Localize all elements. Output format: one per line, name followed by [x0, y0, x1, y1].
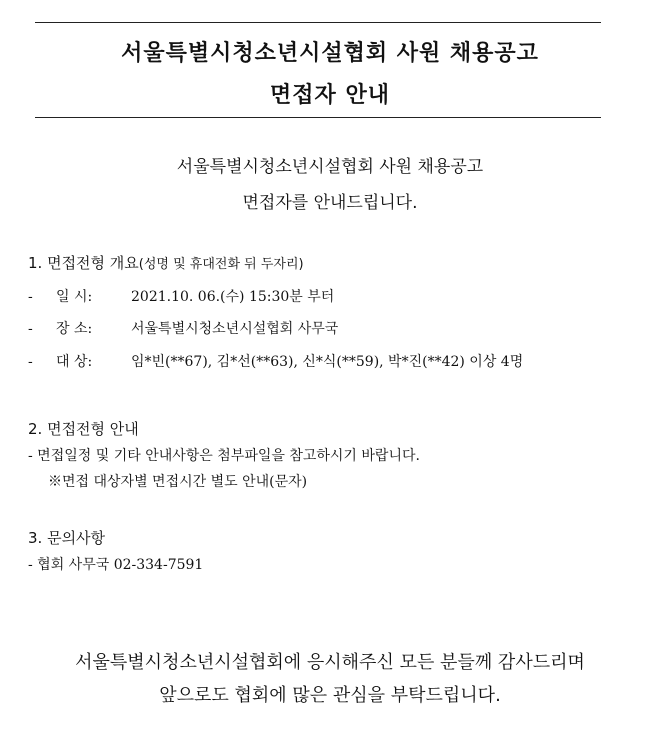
- section-3-heading: 3. 문의사항: [28, 529, 106, 547]
- bullet-dash: -: [28, 289, 33, 305]
- intro-line-1: 서울특별시청소년시설협회 사원 채용공고: [176, 157, 484, 177]
- contact-line: - 협회 사무국 02-334-7591: [28, 557, 204, 573]
- place-value: 서울특별시청소년시설협회 사무국: [131, 321, 339, 337]
- schedule-place-row: [28, 318, 338, 338]
- target-label: 대 상:: [56, 354, 93, 370]
- schedule-date-row: [28, 286, 334, 306]
- section-1-heading: [28, 252, 304, 273]
- section-2-line-1: - 면접일정 및 기타 안내사항은 첨부파일을 참고하시기 바랍니다.: [28, 448, 420, 464]
- date-value: 2021.10. 06.(수) 15:30분 부터: [131, 289, 335, 305]
- section-2-heading: 2. 면접전형 안내: [28, 420, 139, 438]
- schedule-target-row: [28, 351, 523, 371]
- bullet-dash: -: [28, 354, 33, 370]
- intro-line-2: 면접자를 안내드립니다.: [242, 193, 418, 213]
- date-label: 일 시:: [56, 289, 93, 305]
- page-title: 서울특별시청소년시설협회 사원 채용공고: [121, 41, 539, 66]
- target-value: 임*빈(**67), 김*선(**63), 신*식(**59), 박*진(**42) 이상 4명: [131, 354, 524, 370]
- bottom-divider: [35, 117, 601, 118]
- section-2-line-2: ※면접 대상자별 면접시간 별도 안내(문자): [48, 474, 308, 490]
- closing-line-2: 앞으로도 협회에 많은 관심을 부탁드립니다.: [159, 685, 501, 706]
- section-1-title: 1. 면접전형 개요: [28, 254, 139, 272]
- page-subtitle: 면접자 안내: [270, 83, 390, 108]
- closing-line-1: 서울특별시청소년시설협회에 응시해주신 모든 분들께 감사드리며: [75, 652, 585, 673]
- bullet-dash: -: [28, 321, 33, 337]
- top-divider: [35, 22, 601, 23]
- section-1-note: (성명 및 휴대전화 뒤 두자리): [138, 257, 304, 272]
- place-label: 장 소:: [56, 321, 93, 337]
